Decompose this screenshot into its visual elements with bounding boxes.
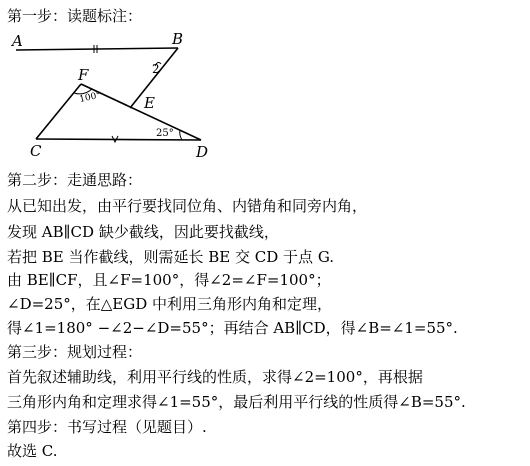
answer-text: 故选 C. xyxy=(7,442,58,460)
step3-line-2: 三角形内角和定理求得∠1=55°，最后利用平行线的性质得∠B=55°. xyxy=(7,393,466,411)
label-angle-d: 25° xyxy=(156,128,174,139)
step1-title: 第一步：读题标注： xyxy=(7,7,143,25)
step2-line-5: ∠D=25°，在△EGD 中利用三角形内角和定理， xyxy=(7,295,333,313)
step3-line-1: 首先叙述辅助线，利用平行线的性质，求得∠2=100°，再根据 xyxy=(7,368,423,386)
label-angle-2: 2 xyxy=(152,62,160,76)
step2-line-6: 得∠1=180° −∠2−∠D=55°；再结合 AB∥CD，得∠B=∠1=55°. xyxy=(7,319,458,337)
label-b: B xyxy=(172,30,184,48)
step3-title: 第三步：规划过程： xyxy=(7,343,143,361)
label-d: D xyxy=(196,143,209,160)
segment-cf xyxy=(36,84,81,139)
geometry-figure xyxy=(8,30,218,160)
step2-line-2: 发现 AB∥CD 缺少截线，因此要找截线， xyxy=(7,223,279,241)
label-angle-f: 100° xyxy=(78,90,102,105)
label-e: E xyxy=(144,94,155,112)
label-f: F xyxy=(78,66,89,84)
step4-title: 第四步：书写过程（见题目）. xyxy=(7,418,207,436)
segment-cd xyxy=(36,139,201,140)
label-a: A xyxy=(12,32,23,50)
label-c: C xyxy=(30,142,42,160)
step2-line-3: 若把 BE 当作截线，则需延长 BE 交 CD 于点 G. xyxy=(7,248,335,266)
step2-line-4: 由 BE∥CF，且∠F=100°，得∠2=∠F=100°； xyxy=(7,271,331,289)
step2-title: 第二步：走通思路： xyxy=(7,171,143,189)
step2-line-1: 从已知出发，由平行要找同位角、内错角和同旁内角， xyxy=(7,197,368,215)
